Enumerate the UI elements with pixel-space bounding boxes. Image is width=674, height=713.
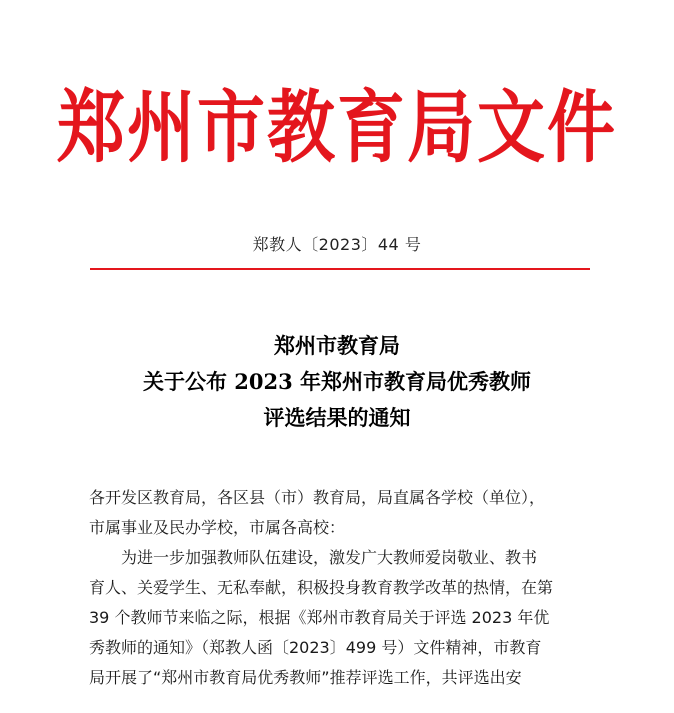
notice-title-line-2: 关于公布 2023 年郑州市教育局优秀教师	[142, 369, 532, 394]
paragraph-line: 为进一步加强教师队伍建设，激发广大教师爱岗敬业、教书	[121, 548, 538, 567]
paragraph-line: 39 个教师节来临之际，根据《郑州市教育局关于评选 2023 年优	[89, 608, 550, 627]
document-number: 郑教人〔2023〕44 号	[252, 235, 422, 254]
addressee-line-1: 各开发区教育局，各区县（市）教育局，局直属各学校（单位），	[89, 488, 546, 507]
paragraph-line: 局开展了“郑州市教育局优秀教师”推荐评选工作，共评选出安	[89, 668, 522, 687]
paragraph-line: 秀教师的通知》（郑教人函〔2023〕499 号）文件精神，市教育	[89, 638, 542, 657]
notice-title-line-3: 评选结果的通知	[263, 405, 411, 430]
addressee-line-2: 市属事业及民办学校，市属各高校：	[89, 518, 346, 537]
notice-title-line-1: 郑州市教育局	[274, 333, 400, 358]
notice-title	[0, 328, 674, 436]
document-header-title: 郑州市教育局文件	[56, 82, 617, 174]
header-red-rule	[90, 268, 590, 270]
notice-body	[89, 483, 601, 693]
paragraph-line: 育人、关爱学生、无私奉献，积极投身教育教学改革的热情，在第	[89, 578, 554, 597]
